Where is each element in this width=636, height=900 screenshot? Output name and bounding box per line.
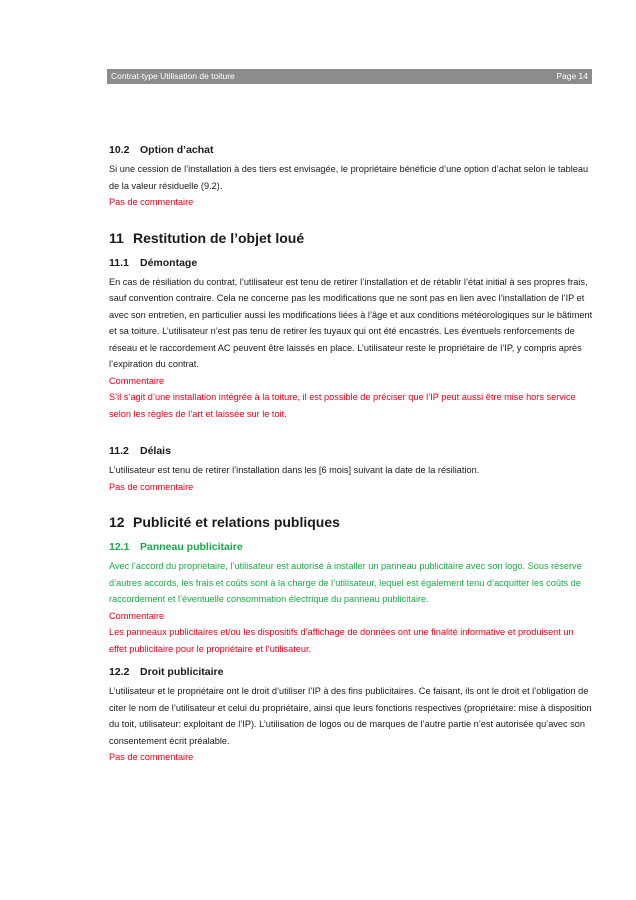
chapter-heading-12 [109,513,593,531]
comment-text: Les panneaux publicitaires et/ou les dispositifs d’affichage de données ont une finalité informative et produisent un effet publicitaire pour le propriétaire et l’utilisateur. [109,627,574,654]
section-heading [109,665,593,679]
section-body: L’utilisateur est tenu de retirer l’installation dans les [6 mois] suivant la date de la résiliation. [109,465,480,475]
section-title: Démontage [140,256,198,269]
section-title: Droit publicitaire [140,666,224,678]
header-title: Contrat-type Utilisation de toiture [111,71,235,81]
section-number: 11.1 [109,256,129,269]
comment-text: S’il s’agit d’une installation intégrée à la toiture, il est possible de préciser que l’IP peut aussi être mise hors service selon les règles de l’art et laissée sur le toit. [109,392,576,419]
chapter-number: 12 [109,514,125,530]
section-12-2 [109,665,593,766]
section-heading [109,444,593,458]
section-body: L’utilisateur et le propriétaire ont le droit d’utiliser l’IP à des fins publicitaires. Ce faisant, ils ont le droit et l’obligation de citer le nom de l’utilisateur et celui du propriétaire, ainsi que leurs fonctions respectives (propriétaire: mise à disposition du toit, utilisateur: exploitant de l’IP). L’utilisation de logos ou de marques de l’autre partie n’est autorisée qu’avec son consentement écrit préalable. [109,686,592,746]
page-content [109,143,593,766]
section-heading [109,256,593,270]
section-number: 10.2 [109,144,130,156]
comment-text: Pas de commentaire [109,481,194,492]
chapter-title: Restitution de l’objet loué [133,229,305,246]
section-title: Délais [140,445,171,457]
section-number: 11.2 [109,445,129,457]
section-number: 12.2 [109,666,130,678]
chapter-number: 11 [109,229,124,246]
section-11-2 [109,444,593,495]
comment-text: Pas de commentaire [109,197,194,207]
comment-label: Commentaire [109,375,165,386]
section-number: 12.1 [109,541,130,553]
section-body: Avec l’accord du propriétaire, l’utilisateur est autorisé à installer un panneau publicitaire avec son logo. Sous réserve d’autres accords, les frais et coûts sont à la charge de l’utilisateur, lequel est également tenu d’acquitter les coûts de raccordement et l’éventuelle consommation électrique du panneau publicitaire. [109,561,582,604]
section-heading [109,540,593,554]
section-12-1 [109,540,593,657]
section-title: Option d’achat [140,144,214,156]
section-body: En cas de résiliation du contrat, l’utilisateur est tenu de retirer l’installation et de rétablir l’état initial à ses propres frais, sauf convention contraire. Cela ne concerne pas les modifications que ne sont pas en lien avec l’installation de l’IP et avec son entretien, en particulier aussi les modifications liées à l’âge et aux conditions météorologiques sur le bâtiment et sa toiture. L’utilisateur n’est pas tenu de retirer les tuyaux qui ont été encastrés. Les éventuels renforcements de réseau et le raccordement AC peuvent être laissés en place. L’utilisateur reste le propriétaire de l’IP, y compris après l’expiration du contrat. [109,276,593,369]
section-10-2 [109,143,593,211]
chapter-heading-11 [109,229,593,247]
comment-label: Commentaire [109,610,165,621]
section-title: Panneau publicitaire [140,541,243,553]
comment-text: Pas de commentaire [109,752,194,762]
section-11-1 [109,256,593,423]
page-header [107,69,592,84]
chapter-title: Publicité et relations publiques [133,514,340,530]
section-body: Si une cession de l’installation à des tiers est envisagée, le propriétaire bénéficie d’une option d’achat selon le tableau de la valeur résiduelle (9.2). [109,164,589,191]
section-heading [109,143,593,157]
page-number: Page 14 [556,71,588,81]
